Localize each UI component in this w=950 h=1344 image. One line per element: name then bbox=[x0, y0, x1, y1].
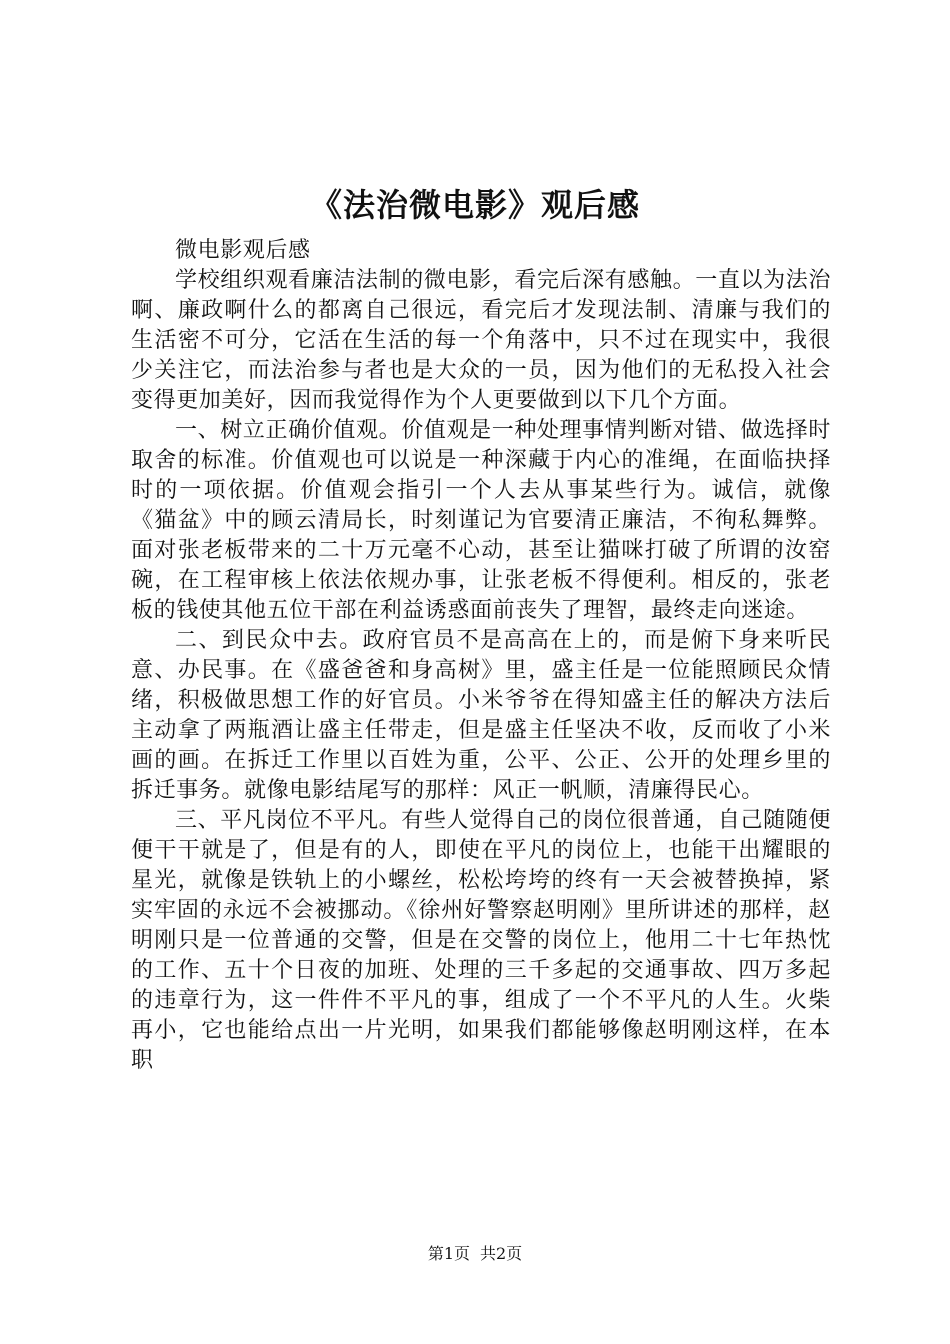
section-one-paragraph: 一、树立正确价值观。价值观是一种处理事情判断对错、做选择时取舍的标准。价值观也可以说是一种深藏于内心的准绳，在面临抉择时的一项依据。价值观会指引一个人去从事某些行为。诚信，就像《猫盆》中的顾云清局长，时刻谨记为官要清正廉洁，不徇私舞弊。面对张老板带来的二十万元毫不心动，甚至让猫咪打破了所谓的汝窑碗，在工程审核上依法依规办事，让张老板不得便利。相反的，张老板的钱使其他五位干部在利益诱惑面前丧失了理智，最终走向迷途。 bbox=[131, 418, 831, 623]
section-two-paragraph: 二、到民众中去。政府官员不是高高在上的，而是俯下身来听民意、办民事。在《盛爸爸和身高树》里，盛主任是一位能照顾民众情绪，积极做思想工作的好官员。小米爷爷在得知盛主任的解决方法后主动拿了两瓶酒让盛主任带走，但是盛主任坚决不收，反而收了小米画的画。在拆迁工作里以百姓为重，公平、公正、公开的处理乡里的拆迁事务。就像电影结尾写的那样：风正一帆顺，清廉得民心。 bbox=[131, 628, 831, 803]
page-total: 共2页 bbox=[480, 1244, 523, 1263]
intro-paragraph: 学校组织观看廉洁法制的微电影，看完后深有感触。一直以为法治啊、廉政啊什么的都离自己很远，看完后才发现法制、清廉与我们的生活密不可分，它活在生活的每一个角落中，只不过在现实中，我很少关注它，而法治参与者也是大众的一员，因为他们的无私投入社会变得更加美好，因而我觉得作为个人更要做到以下几个方面。 bbox=[131, 268, 831, 413]
page-footer bbox=[0, 1243, 950, 1265]
subtitle-paragraph: 微电影观后感 bbox=[175, 238, 311, 263]
document-title: 《法治微电影》观后感 bbox=[309, 186, 640, 224]
document-body bbox=[131, 236, 831, 1076]
page-number: 第1页 bbox=[427, 1244, 470, 1263]
section-three-paragraph: 三、平凡岗位不平凡。有些人觉得自己的岗位很普通，自己随随便便干干就是了，但是有的人，即使在平凡的岗位上，也能干出耀眼的星光，就像是铁轨上的小螺丝，松松垮垮的终有一天会被替换掉，紧实牢固的永远不会被挪动。《徐州好警察赵明刚》里所讲述的那样，赵明刚只是一位普通的交警，但是在交警的岗位上，他用二十七年热忱的工作、五十个日夜的加班、处理的三千多起的交通事故、四万多起的违章行为，这一件件不平凡的事，组成了一个不平凡的人生。火柴再小，它也能给点出一片光明，如果我们都能够像赵明刚这样，在本职 bbox=[131, 808, 831, 1073]
